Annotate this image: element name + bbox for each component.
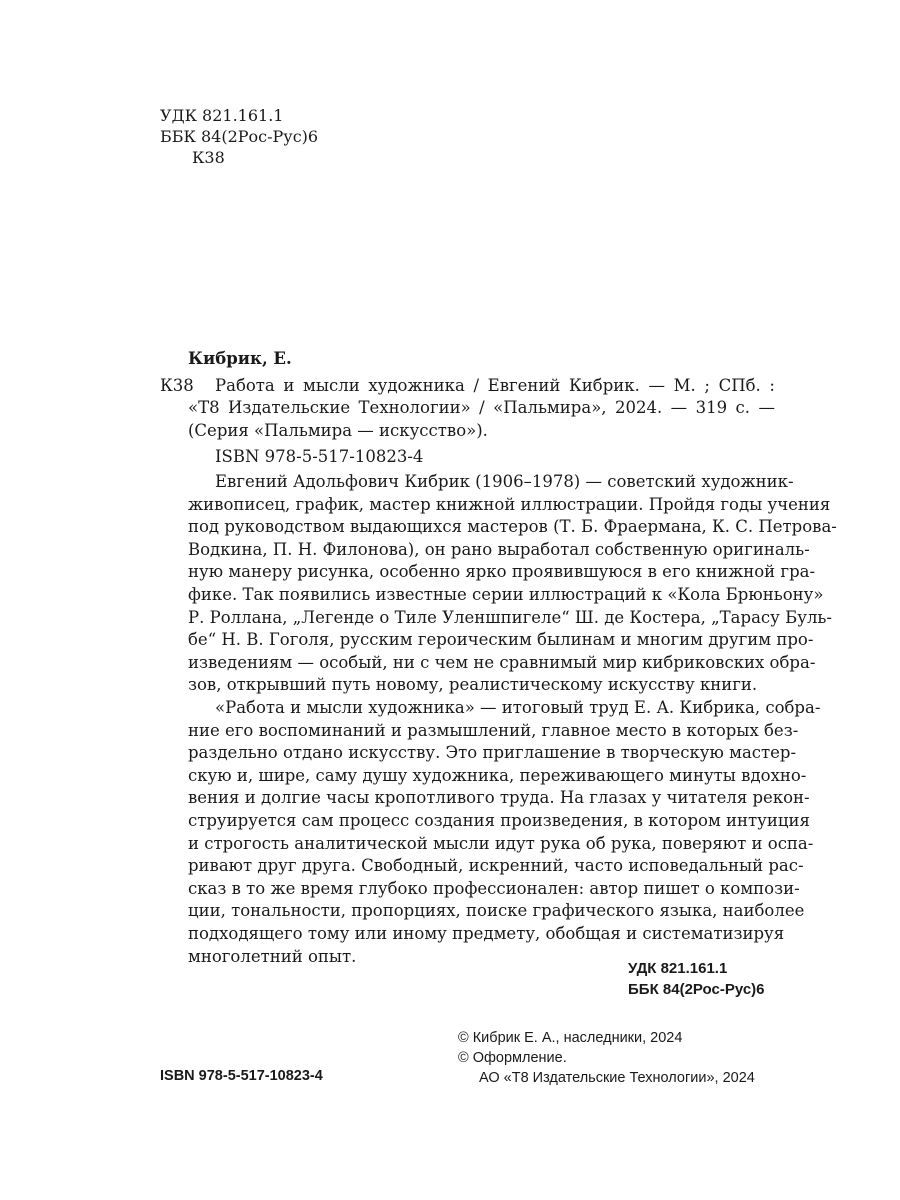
p2-line-last: многолетний опыт. (188, 946, 357, 966)
p2-line: ние его воспоминаний и размышлений, главное место в которых без- (188, 720, 799, 740)
top-index-block (160, 105, 318, 168)
p2-line: сказ в то же время глубоко профессионален: автор пишет о компози- (188, 878, 800, 898)
p1-line: бе“ Н. В. Гоголя, русским героическим былинам и многим другим про- (188, 630, 814, 650)
p2-line: вения и долгие часы кропотливого труда. На глазах у читателя рекон- (188, 788, 810, 808)
p2-line: ции, тональности, пропорциях, поиске графического языка, наиболее (188, 901, 805, 921)
p2-line: и строгость аналитической мысли идут рука об рука, поверяют и оспа- (188, 833, 814, 853)
p2-line: ривают друг друга. Свободный, искренний, часто исповедальный рас- (188, 856, 804, 876)
p1-line: ную манеру рисунка, особенно ярко проявившуюся в его книжной гра- (188, 562, 816, 582)
entry-heading: Кибрик, Е. (188, 349, 292, 368)
entry-isbn: ISBN 978-5-517-10823-4 (215, 447, 424, 466)
p1-line-last: зов, открывший путь новому, реалистическому искусству книги. (188, 675, 758, 695)
bibliographic-description-cont (188, 397, 775, 442)
copyright-line-3: АО «Т8 Издательские Технологии», 2024 (479, 1070, 755, 1086)
p1-line: под руководством выдающихся мастеров (Т. Б. Фраермана, К. С. Петрова- (188, 517, 837, 537)
annotation-paragraph-1 (188, 471, 837, 697)
p1-line: Евгений Адольфович Кибрик (1906–1978) — советский художник- (215, 472, 794, 491)
p2-line: «Работа и мысли художника» — итоговый труд Е. А. Кибрика, собра- (215, 698, 821, 717)
copyright-block (458, 1028, 755, 1088)
bibliographic-description (215, 375, 775, 398)
biblio-line-1: Работа и мысли художника / Евгений Кибрик. — М. ; СПб. : (215, 376, 775, 395)
p2-line: струируется сам процесс создания произведения, в котором интуиция (188, 810, 810, 830)
top-author-sign: К38 (192, 148, 225, 167)
p2-line: подходящего тому или иному предмету, обобщая и систематизируя (188, 923, 785, 943)
top-udk: УДК 821.161.1 (160, 106, 284, 125)
annotation-paragraph-2 (188, 697, 821, 968)
p1-line: изведениям — особый, ни с чем не сравнимый мир кибриковских обра- (188, 652, 816, 672)
top-bbk: ББК 84(2Рос-Рус)6 (160, 127, 319, 146)
entry-code: К38 (160, 376, 194, 395)
bottom-udk: УДК 821.161.1 (628, 960, 728, 977)
copyright-line-2: © Оформление. (458, 1050, 567, 1066)
p1-line: фике. Так появились известные серии иллюстраций к «Кола Брюньону» (188, 584, 824, 604)
p1-line: Р. Роллана, „Легенде о Тиле Уленшпигеле“ Ш. де Костера, „Тарасу Буль- (188, 607, 832, 627)
biblio-line-3: (Серия «Пальмира — искусство»). (188, 420, 488, 440)
p1-line: Водкина, П. Н. Филонова), он рано выработал собственную оригиналь- (188, 539, 810, 559)
biblio-line-2: «Т8 Издательские Технологии» / «Пальмира», 2024. — 319 с. — (188, 398, 775, 417)
p1-line: живописец, график, мастер книжной иллюстрации. Пройдя годы учения (188, 494, 831, 514)
copyright-line-1: © Кибрик Е. А., наследники, 2024 (458, 1030, 683, 1046)
bottom-index-block (628, 958, 765, 1000)
bottom-bbk: ББК 84(2Рос-Рус)6 (628, 981, 765, 998)
p2-line: скую и, шире, саму душу художника, переживающего минуты вдохно- (188, 765, 807, 785)
p2-line: раздельно отдано искусству. Это приглашение в творческую мастер- (188, 743, 797, 763)
footer-isbn: ISBN 978-5-517-10823-4 (160, 1068, 323, 1084)
